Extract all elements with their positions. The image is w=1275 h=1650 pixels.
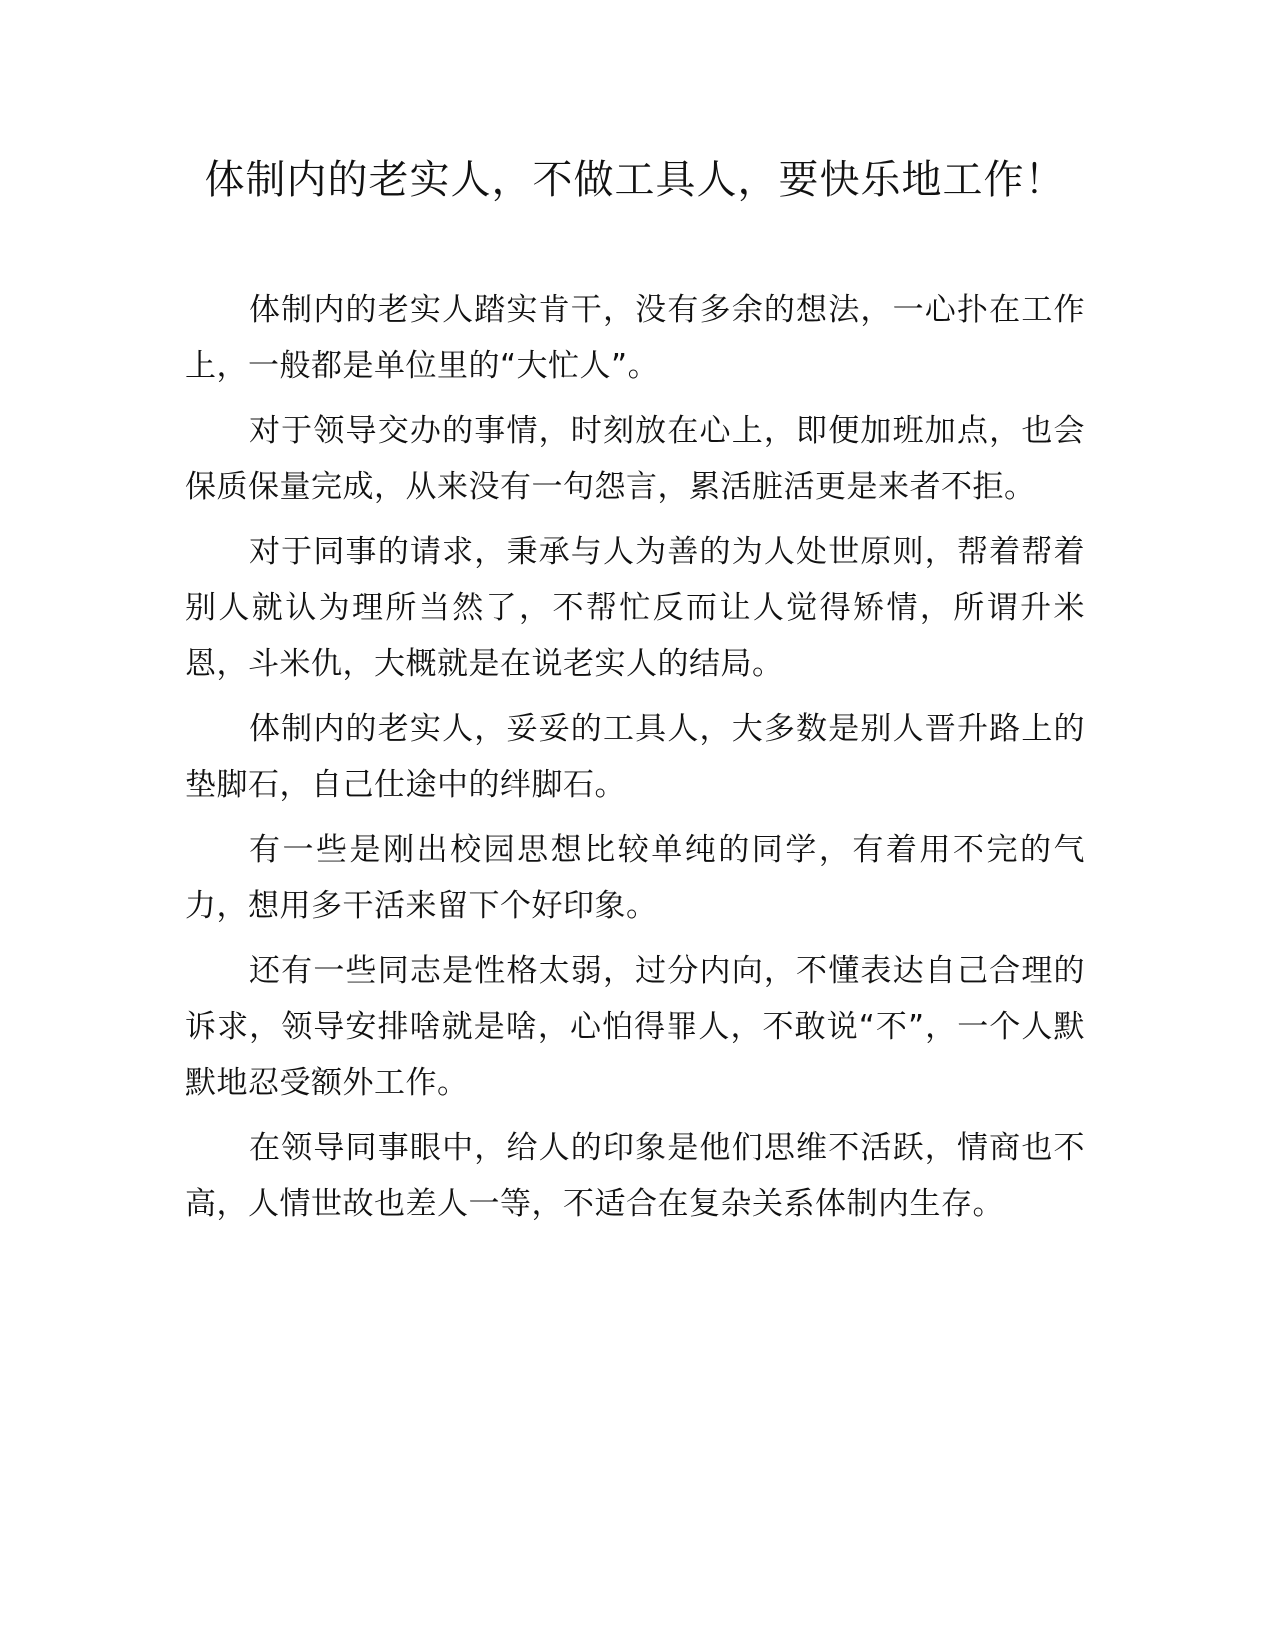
paragraph-2: 对于领导交办的事情，时刻放在心上，即便加班加点，也会保质保量完成，从来没有一句怨言，累活脏活更是来者不拒。 <box>185 413 1085 505</box>
paragraph-6: 还有一些同志是性格太弱，过分内向，不懂表达自己合理的诉求，领导安排啥就是啥，心怕得罪人，不敢说“不”，一个人默默地忍受额外工作。 <box>185 953 1085 1101</box>
paragraph-5: 有一些是刚出校园思想比较单纯的同学，有着用不完的气力，想用多干活来留下个好印象。 <box>185 832 1085 924</box>
paragraph-3: 对于同事的请求，秉承与人为善的为人处世原则，帮着帮着别人就认为理所当然了，不帮忙反而让人觉得矫情，所谓升米恩，斗米仇，大概就是在说老实人的结局。 <box>185 534 1085 682</box>
paragraph-7: 在领导同事眼中，给人的印象是他们思维不活跃，情商也不高，人情世故也差人一等，不适合在复杂关系体制内生存。 <box>185 1130 1085 1222</box>
document-body <box>185 282 1085 1241</box>
document-title: 体制内的老实人，不做工具人，要快乐地工作！ <box>204 157 1066 203</box>
paragraph-1: 体制内的老实人踏实肯干，没有多余的想法，一心扑在工作上，一般都是单位里的“大忙人”。 <box>185 292 1085 384</box>
paragraph-4: 体制内的老实人，妥妥的工具人，大多数是别人晋升路上的垫脚石，自己仕途中的绊脚石。 <box>185 711 1085 803</box>
